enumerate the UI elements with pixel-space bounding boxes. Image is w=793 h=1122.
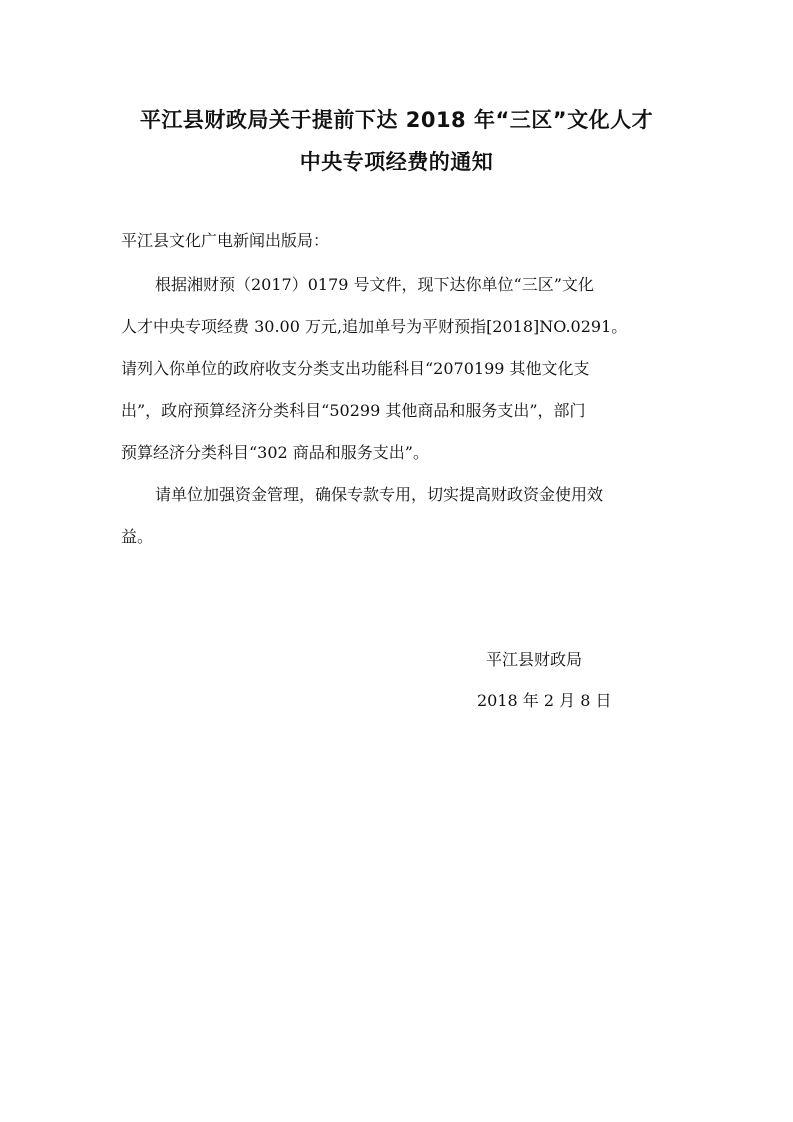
paragraph-1-line: 根据湘财预（2017）0179 号文件，现下达你单位“三区”文化 — [155, 275, 594, 294]
paragraph-2-line: 请单位加强资金管理，确保专款专用，切实提高财政资金使用效 — [155, 485, 604, 504]
signature-org: 平江县财政局 — [486, 650, 583, 669]
title-line-1: 平江县财政局关于提前下达 2018 年“三区”文化人才 — [139, 108, 654, 132]
title-line-2: 中央专项经费的通知 — [299, 150, 494, 174]
recipient-line: 平江县文化广电新闻出版局： — [121, 231, 330, 250]
paragraph-1-line: 出”，政府预算经济分类科目“50299 其他商品和服务支出”，部门 — [121, 401, 586, 420]
paragraph-1-line: 人才中央专项经费 30.00 万元,追加单号为平财预指[2018]NO.0291。 — [121, 317, 628, 336]
signature-date: 2018 年 2 月 8 日 — [477, 691, 612, 710]
paragraph-1-line: 预算经济分类科目“302 商品和服务支出”。 — [121, 443, 429, 462]
paragraph-1-line: 请列入你单位的政府收支分类支出功能科目“2070199 其他文化支 — [121, 359, 590, 378]
paragraph-2-line: 益。 — [121, 527, 154, 546]
